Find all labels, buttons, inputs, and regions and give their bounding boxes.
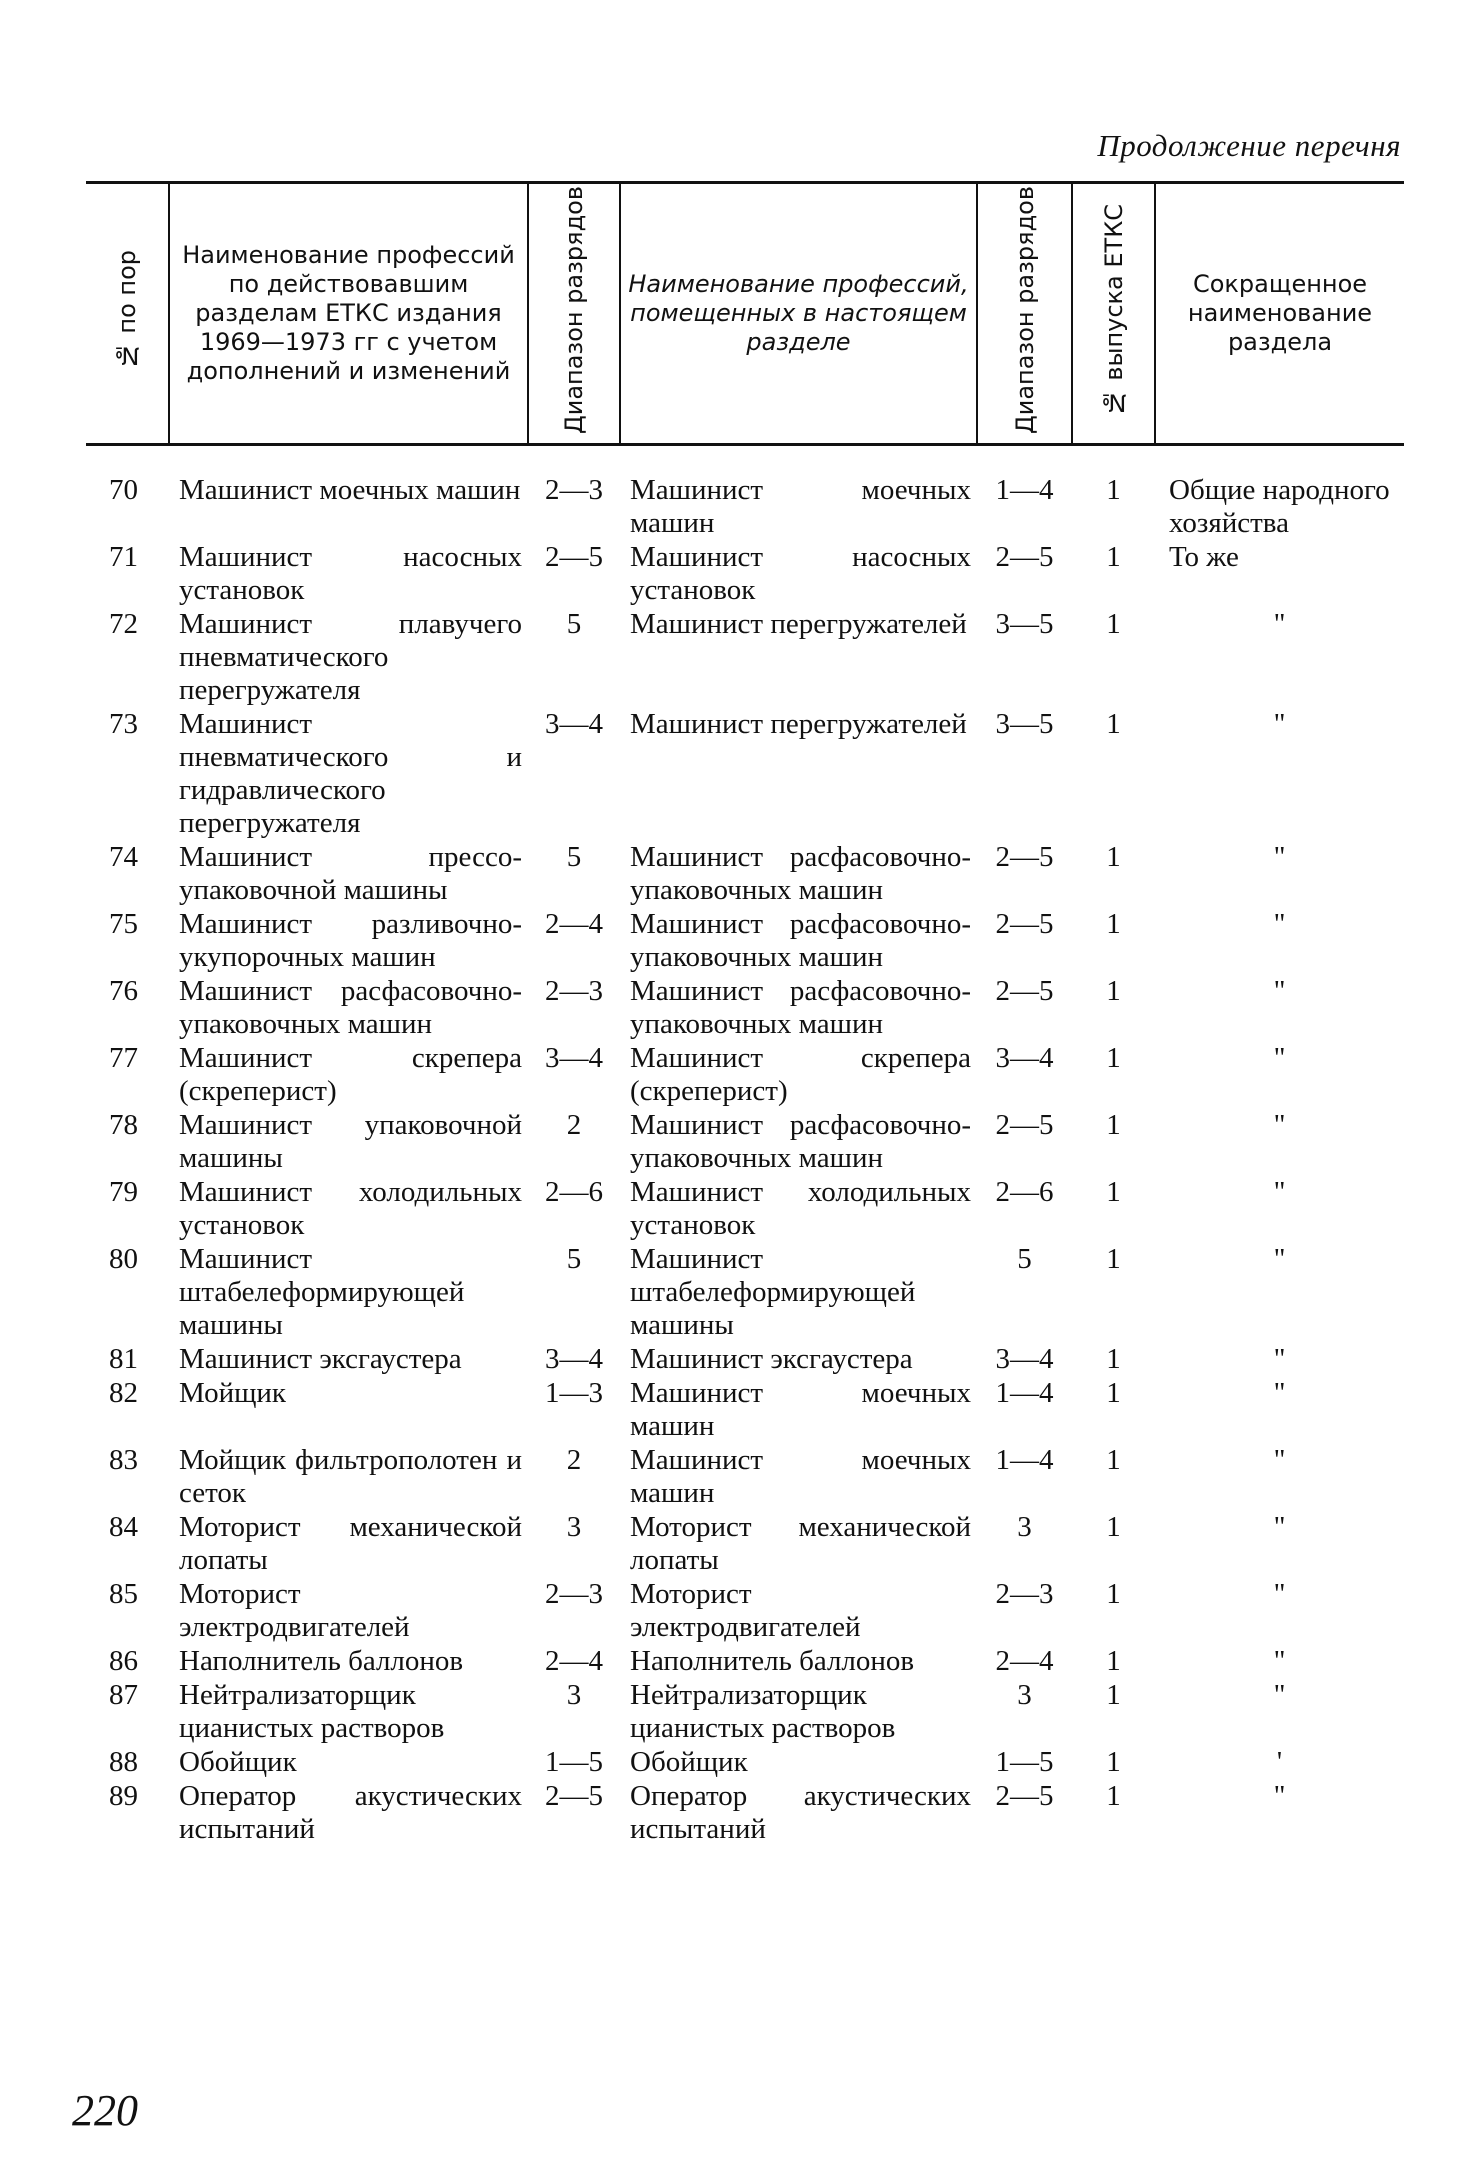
profession-table: [86, 181, 1404, 1847]
new-grade-range: 1—4: [995, 1444, 1054, 1476]
table-row: [86, 1343, 1404, 1377]
row-number: 75: [109, 908, 138, 940]
old-grade-range: 3—4: [545, 1343, 603, 1375]
new-grade-range: 3—5: [995, 708, 1054, 740]
old-grade-range: 5: [566, 1243, 582, 1275]
etks-issue: 1: [1106, 1343, 1121, 1375]
row-number: 74: [109, 841, 138, 873]
etks-issue: 1: [1106, 708, 1121, 740]
old-profession-name: Машинист плавучего пневматического перегружателя: [179, 608, 522, 706]
new-grade-range: 2—3: [995, 1578, 1054, 1610]
row-number: 89: [109, 1780, 138, 1812]
row-number: 82: [109, 1377, 138, 1409]
old-profession-name: Машинист прессо-упаковочной машины: [179, 841, 522, 906]
section-name: ": [1273, 975, 1286, 1007]
etks-issue: 1: [1106, 1444, 1121, 1476]
old-profession-name: Обойщик: [179, 1746, 297, 1778]
old-grade-range: 1—3: [545, 1377, 603, 1409]
old-profession-name: Машинист холодильных установок: [179, 1176, 522, 1241]
new-grade-range: 2—4: [995, 1645, 1054, 1677]
old-profession-name: Моторист электродвигателей: [179, 1578, 410, 1643]
new-grade-range: 3: [1017, 1679, 1032, 1711]
old-grade-range: 2—4: [545, 1645, 603, 1677]
new-profession-name: Машинист расфасовочно-упаковочных машин: [630, 975, 971, 1040]
old-grade-range: 5: [566, 608, 582, 640]
row-number: 83: [109, 1444, 138, 1476]
header-section: Сокращенное наименование раздела: [1155, 183, 1404, 445]
new-grade-range: 3—4: [995, 1343, 1054, 1375]
etks-issue: 1: [1106, 608, 1121, 640]
new-grade-range: 2—5: [995, 1109, 1054, 1141]
table-row: [86, 841, 1404, 908]
section-name: ": [1273, 1243, 1286, 1275]
table-row: [86, 541, 1404, 608]
row-number: 78: [109, 1109, 138, 1141]
new-profession-name: Машинист моечных машин: [630, 474, 971, 539]
header-old-range: Диапазон разрядов: [528, 183, 620, 445]
section-name: ": [1273, 1679, 1286, 1711]
old-profession-name: Машинист скрепера (скреперист): [179, 1042, 522, 1107]
section-name: То же: [1169, 541, 1239, 573]
section-name: ": [1273, 1109, 1286, 1141]
etks-issue: 1: [1106, 1780, 1121, 1812]
table-row: [86, 1444, 1404, 1511]
row-number: 71: [109, 541, 138, 573]
new-profession-name: Машинист холодильных установок: [630, 1176, 971, 1241]
etks-issue: 1: [1106, 908, 1121, 940]
section-name: ": [1273, 708, 1286, 740]
new-profession-name: Машинист расфасовочно-упаковочных машин: [630, 908, 971, 973]
table-row: [86, 975, 1404, 1042]
new-profession-name: Наполнитель баллонов: [630, 1645, 915, 1677]
new-profession-name: Машинист перегружателей: [630, 608, 967, 640]
row-number: 79: [109, 1176, 138, 1208]
old-profession-name: Машинист эксгаустера: [179, 1343, 462, 1375]
old-profession-name: Машинист штабелеформирующей машины: [179, 1243, 465, 1341]
old-profession-name: Машинист упаковочной машины: [179, 1109, 522, 1174]
old-grade-range: 2—5: [545, 1780, 603, 1812]
table-row: [86, 708, 1404, 841]
old-grade-range: 3: [566, 1679, 582, 1711]
table-row: [86, 1042, 1404, 1109]
new-grade-range: 1—4: [995, 1377, 1054, 1409]
etks-issue: 1: [1106, 1109, 1121, 1141]
etks-issue: 1: [1106, 1645, 1121, 1677]
new-grade-range: 1—4: [995, 474, 1054, 506]
section-name: ': [1276, 1746, 1283, 1778]
new-grade-range: 2—6: [995, 1176, 1054, 1208]
header-new-range: Диапазон разрядов: [977, 183, 1072, 445]
table-row: [86, 1511, 1404, 1578]
row-number: 76: [109, 975, 138, 1007]
row-number: 87: [109, 1679, 138, 1711]
new-profession-name: Машинист моечных машин: [630, 1444, 971, 1509]
section-name: ": [1273, 1377, 1286, 1409]
old-profession-name: Нейтрализаторщик цианистых растворов: [179, 1679, 445, 1744]
new-profession-name: Машинист моечных машин: [630, 1377, 971, 1442]
old-profession-name: Мойщик: [179, 1377, 287, 1409]
section-name: ": [1273, 841, 1286, 873]
new-grade-range: 5: [1017, 1243, 1032, 1275]
new-profession-name: Машинист расфасовочно-упаковочных машин: [630, 841, 971, 906]
table-row: [86, 1377, 1404, 1444]
old-grade-range: 2—4: [545, 908, 603, 940]
old-grade-range: 3—4: [545, 708, 603, 740]
new-profession-name: Машинист насосных установок: [630, 541, 971, 606]
old-profession-name: Машинист моечных машин: [179, 474, 521, 506]
new-profession-name: Машинист скрепера (скреперист): [630, 1042, 971, 1107]
new-grade-range: 2—5: [995, 541, 1054, 573]
old-grade-range: 2: [566, 1109, 582, 1141]
table-row: [86, 1578, 1404, 1645]
new-profession-name: Машинист перегружателей: [630, 708, 967, 740]
new-profession-name: Моторист электродвигателей: [630, 1578, 861, 1643]
old-profession-name: Моторист механической лопаты: [179, 1511, 522, 1576]
table-row: [86, 1176, 1404, 1243]
row-number: 73: [109, 708, 138, 740]
table-row: [86, 608, 1404, 708]
old-profession-name: Мойщик фильтрополотен и сеток: [179, 1444, 522, 1509]
page-heading: Продолжение перечня: [1097, 128, 1401, 163]
old-grade-range: 2—6: [545, 1176, 603, 1208]
table-body: [86, 445, 1404, 1848]
new-grade-range: 2—5: [995, 1780, 1054, 1812]
old-profession-name: Машинист разливочно-укупорочных машин: [179, 908, 522, 973]
new-profession-name: Оператор акустических испытаний: [630, 1780, 971, 1845]
row-number: 85: [109, 1578, 138, 1610]
old-grade-range: 2: [566, 1444, 582, 1476]
section-name: ": [1273, 608, 1286, 640]
new-profession-name: Моторист механической лопаты: [630, 1511, 971, 1576]
row-number: 70: [109, 474, 138, 506]
row-number: 80: [109, 1243, 138, 1275]
new-profession-name: Машинист штабелеформирующей машины: [630, 1243, 916, 1341]
new-grade-range: 1—5: [995, 1746, 1054, 1778]
header-old-name: Наименование профессий по действовавшим разделам ЕТКС издания 1969—1973 гг с учетом дополнений и изменений: [169, 183, 528, 445]
new-grade-range: 2—5: [995, 975, 1054, 1007]
new-grade-range: 3: [1017, 1511, 1032, 1543]
new-grade-range: 3—5: [995, 608, 1054, 640]
etks-issue: 1: [1106, 1176, 1121, 1208]
etks-issue: 1: [1106, 474, 1121, 506]
row-number: 84: [109, 1511, 138, 1543]
table-row: [86, 1243, 1404, 1343]
section-name: ": [1273, 1343, 1286, 1375]
new-profession-name: Машинист эксгаустера: [630, 1343, 913, 1375]
section-name: ": [1273, 908, 1286, 940]
section-name: ": [1273, 1042, 1286, 1074]
section-name: ": [1273, 1511, 1286, 1543]
etks-issue: 1: [1106, 841, 1121, 873]
row-number: 86: [109, 1645, 138, 1677]
etks-issue: 1: [1106, 975, 1121, 1007]
table-row: [86, 1679, 1404, 1746]
new-grade-range: 2—5: [995, 908, 1054, 940]
section-name: ": [1273, 1645, 1286, 1677]
etks-issue: 1: [1106, 1679, 1121, 1711]
etks-issue: 1: [1106, 1746, 1121, 1778]
etks-issue: 1: [1106, 1511, 1121, 1543]
new-profession-name: Машинист расфасовочно-упаковочных машин: [630, 1109, 971, 1174]
new-grade-range: 3—4: [995, 1042, 1054, 1074]
section-name: ": [1273, 1780, 1286, 1812]
etks-issue: 1: [1106, 1042, 1121, 1074]
header-new-name: Наименование профессий, помещенных в настоящем разделе: [620, 183, 977, 445]
header-num: № по пор: [86, 183, 169, 445]
row-number: 81: [109, 1343, 138, 1375]
old-grade-range: 2—3: [545, 474, 603, 506]
table-row: [86, 445, 1404, 542]
row-number: 77: [109, 1042, 138, 1074]
section-name: Общие народного хозяйства: [1169, 474, 1390, 539]
old-grade-range: 5: [566, 841, 582, 873]
old-profession-name: Машинист насосных установок: [179, 541, 522, 606]
table-row: [86, 908, 1404, 975]
old-grade-range: 3—4: [545, 1042, 603, 1074]
row-number: 88: [109, 1746, 138, 1778]
old-profession-name: Машинист пневматического и гидравлического перегружателя: [179, 708, 522, 839]
table-row: [86, 1645, 1404, 1679]
new-profession-name: Нейтрализаторщик цианистых растворов: [630, 1679, 896, 1744]
old-profession-name: Оператор акустических испытаний: [179, 1780, 522, 1845]
new-grade-range: 2—5: [995, 841, 1054, 873]
row-number: 72: [109, 608, 138, 640]
old-profession-name: Машинист расфасовочно-упаковочных машин: [179, 975, 522, 1040]
etks-issue: 1: [1106, 1243, 1121, 1275]
table-row: [86, 1109, 1404, 1176]
table-row: [86, 1780, 1404, 1847]
old-grade-range: 2—3: [545, 975, 603, 1007]
page-number: 220: [72, 2086, 138, 2135]
etks-issue: 1: [1106, 1578, 1121, 1610]
new-profession-name: Обойщик: [630, 1746, 748, 1778]
old-profession-name: Наполнитель баллонов: [179, 1645, 464, 1677]
header-issue: № выпуска ЕТКС: [1072, 183, 1155, 445]
old-grade-range: 2—5: [545, 541, 603, 573]
etks-issue: 1: [1106, 1377, 1121, 1409]
old-grade-range: 3: [566, 1511, 582, 1543]
section-name: ": [1273, 1444, 1286, 1476]
section-name: ": [1273, 1176, 1286, 1208]
etks-issue: 1: [1106, 541, 1121, 573]
table-row: [86, 1746, 1404, 1780]
section-name: ": [1273, 1578, 1286, 1610]
old-grade-range: 2—3: [545, 1578, 603, 1610]
table-header: [86, 183, 1404, 445]
old-grade-range: 1—5: [545, 1746, 603, 1778]
